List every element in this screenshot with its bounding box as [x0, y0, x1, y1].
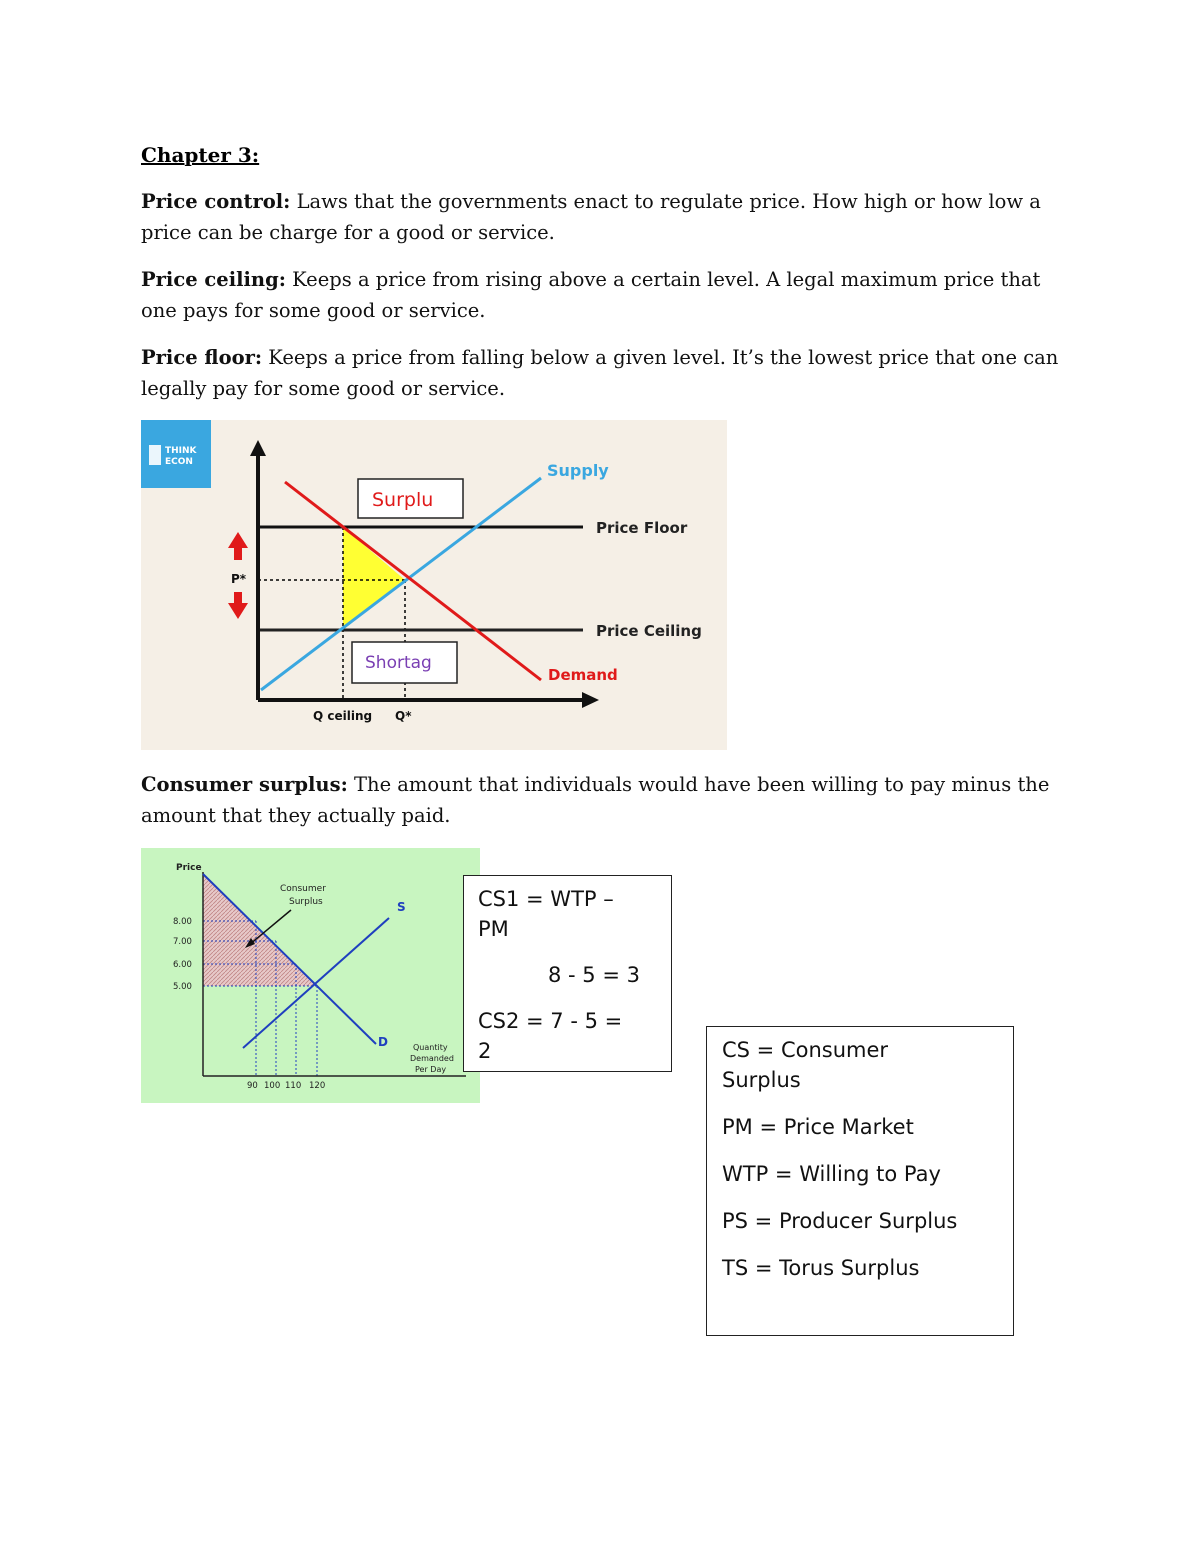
logo-icon — [149, 445, 161, 465]
cs1-formula: CS1 = WTP – — [478, 887, 614, 911]
logo-text-think: THINK — [165, 446, 197, 456]
definition-price-ceiling — [141, 264, 1061, 326]
q-star-label: Q* — [395, 709, 412, 723]
term-price-floor: Price floor: — [141, 346, 263, 369]
logo-text-econ: ECON — [165, 457, 193, 467]
text-price-ceiling: Keeps a price from rising above a certain level. A legal maximum price that one pays for some good or service. — [141, 268, 1041, 322]
definition-price-control — [141, 186, 1061, 248]
surplus-note: Surplu — [372, 489, 434, 511]
x-tick-90: 90 — [247, 1081, 258, 1091]
price-ceiling-label: Price Ceiling — [596, 622, 702, 640]
x-tick-100: 100 — [264, 1081, 281, 1091]
term-price-ceiling: Price ceiling: — [141, 268, 286, 291]
supply-label: Supply — [547, 461, 609, 480]
price-control-figure — [141, 420, 727, 750]
legend-cs: CS = Consumer — [722, 1038, 889, 1062]
y-tick-5: 5.00 — [173, 982, 192, 992]
consumer-surplus-figure — [141, 848, 480, 1103]
text-consumer-surplus: The amount that individuals would have been willing to pay minus the amount that they actually paid. — [141, 773, 1050, 827]
abbreviation-legend-box — [706, 1026, 1014, 1336]
q-ceiling-label: Q ceiling — [313, 709, 373, 723]
shortage-note: Shortag — [365, 653, 432, 673]
demand-label: Demand — [548, 666, 618, 684]
x-tick-120: 120 — [309, 1081, 326, 1091]
y-tick-6: 6.00 — [173, 960, 192, 970]
cs2-formula: CS2 = 7 - 5 = — [478, 1009, 623, 1033]
x-tick-110: 110 — [285, 1081, 302, 1091]
p-star-label: P* — [231, 572, 247, 586]
legend-ps: PS = Producer Surplus — [722, 1209, 958, 1233]
definition-consumer-surplus — [141, 769, 1061, 831]
s-curve-label: S — [397, 900, 406, 914]
legend-pm: PM = Price Market — [722, 1115, 914, 1139]
x-axis-label-line1: Quantity — [413, 1043, 448, 1052]
chapter-heading: Chapter 3: — [141, 143, 260, 167]
term-consumer-surplus: Consumer surplus: — [141, 773, 348, 796]
d-curve-label: D — [378, 1035, 388, 1049]
term-price-control: Price control: — [141, 190, 291, 213]
legend-cs-cont: Surplus — [722, 1068, 801, 1092]
cs1-formula-cont: PM — [478, 917, 509, 941]
text-price-floor: Keeps a price from falling below a given level. It’s the lowest price that one can legally pay for some good or service. — [141, 346, 1059, 400]
definition-price-floor — [141, 342, 1061, 404]
consumer-label-line1: Consumer — [280, 884, 326, 894]
legend-ts: TS = Torus Surplus — [722, 1256, 920, 1280]
text-price-control: Laws that the governments enact to regulate price. How high or how low a price can be charge for a good or service. — [141, 190, 1041, 244]
consumer-label-line2: Surplus — [289, 897, 323, 907]
y-tick-8: 8.00 — [173, 917, 192, 927]
cs1-result: 8 - 5 = 3 — [548, 963, 640, 987]
legend-wtp: WTP = Willing to Pay — [722, 1162, 941, 1186]
price-axis-label: Price — [176, 863, 202, 873]
cs2-result: 2 — [478, 1039, 492, 1063]
y-tick-7: 7.00 — [173, 937, 192, 947]
x-axis-label-line3: Per Day — [415, 1065, 447, 1074]
price-floor-label: Price Floor — [596, 519, 688, 537]
cs-calculation-box — [463, 875, 672, 1072]
x-axis-label-line2: Demanded — [410, 1054, 454, 1063]
